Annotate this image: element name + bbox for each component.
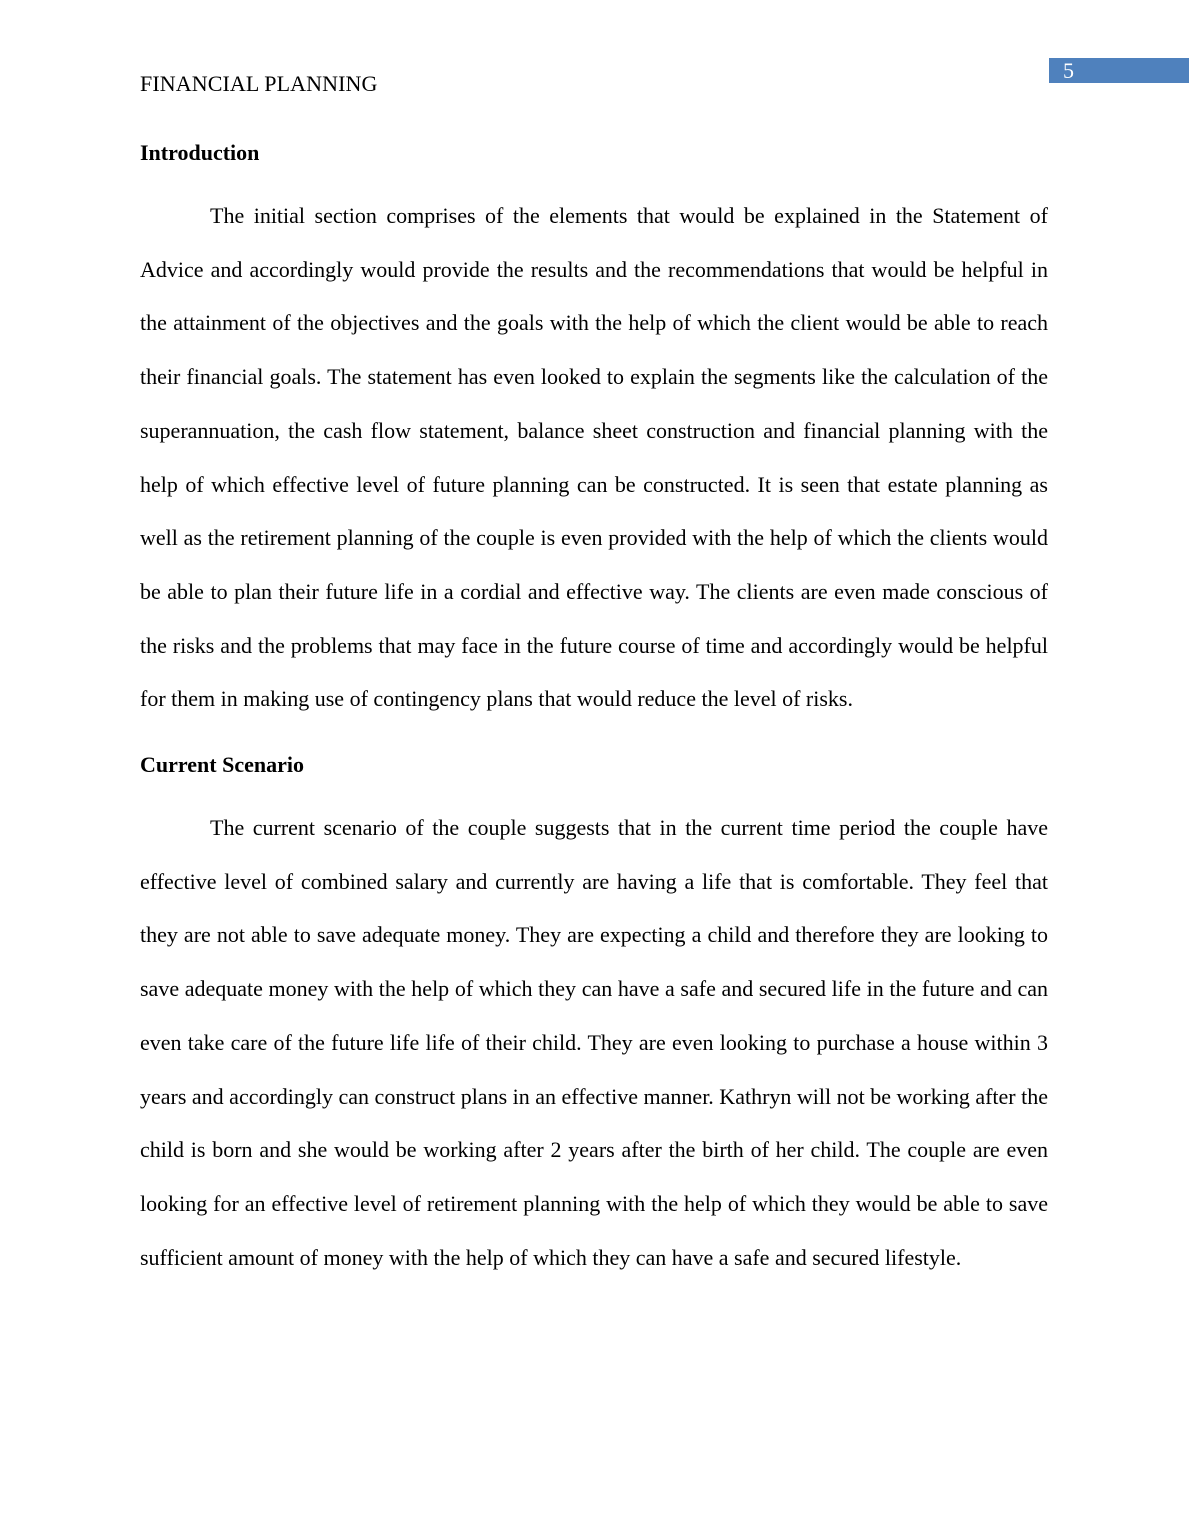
- section-introduction: [140, 136, 1048, 726]
- running-header-title: FINANCIAL PLANNING: [140, 71, 378, 96]
- page-number: 5: [1063, 58, 1074, 83]
- section-heading: Introduction: [140, 140, 260, 165]
- section-heading: Current Scenario: [140, 752, 304, 778]
- page-number-badge: [1049, 58, 1189, 83]
- body-paragraph: The current scenario of the couple suggests that in the current time period the couple have effective level of combined salary and currently are having a life that is comfortable. They feel that they are not able to save adequate money. They are expecting a child and therefore they are looking to save adequate money with the help of which they can have a safe and secured life in the future and can even take care of the future life life of their child. They are even looking to purchase a house within 3 years and accordingly can construct plans in an effective manner. Kathryn will not be working after the child is born and she would be working after 2 years after the birth of her child. The couple are even looking for an effective level of retirement planning with the help of which they would be able to save sufficient amount of money with the help of which they can have a safe and secured lifestyle.: [140, 815, 1048, 1270]
- body-paragraph: The initial section comprises of the elements that would be explained in the Statement of Advice and accordingly would provide the results and the recommendations that would be helpful in the attainment of the objectives and the goals with the help of which the client would be able to reach their financial goals. The statement has even looked to explain the segments like the calculation of the superannuation, the cash flow statement, balance sheet construction and financial planning with the help of which effective level of future planning can be constructed. It is seen that estate planning as well as the retirement planning of the couple is even provided with the help of which the clients would be able to plan their future life in a cordial and effective way. The clients are even made conscious of the risks and the problems that may face in the future course of time and accordingly would be helpful for them in making use of contingency plans that would reduce the level of risks.: [140, 203, 1048, 712]
- section-current-scenario: [140, 748, 1048, 1284]
- document-body: [140, 136, 1048, 1284]
